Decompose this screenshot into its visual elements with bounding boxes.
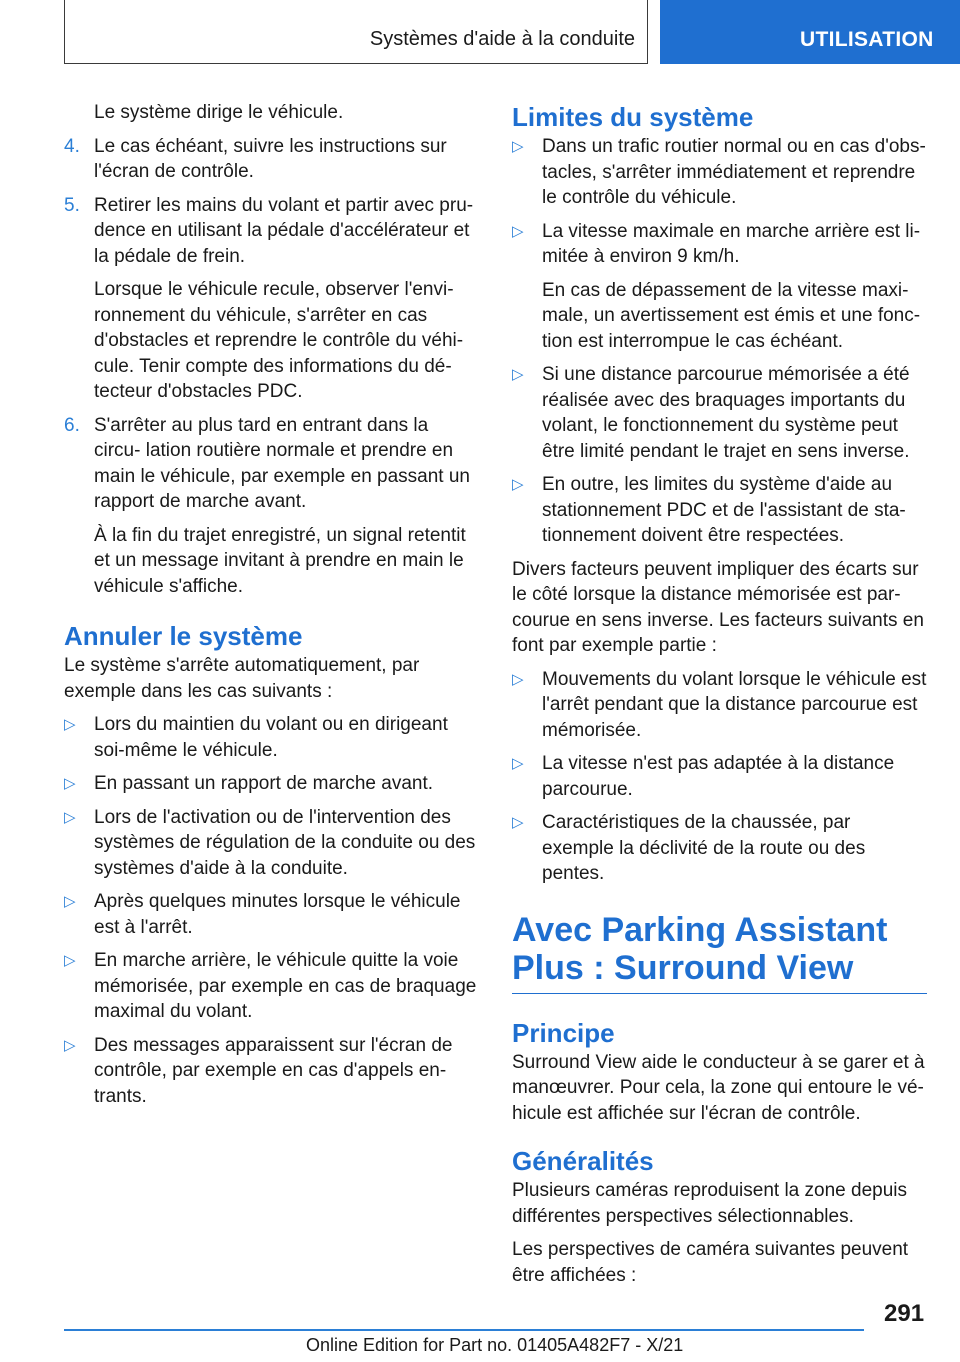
list-item-text: La vitesse maximale en marche arrière est li- mitée à environ 9 km/h. bbox=[542, 220, 921, 267]
paragraph: Le système s'arrête automatiquement, par exemple dans les cas suivants : bbox=[64, 655, 420, 702]
triangle-bullet-icon: ▷ bbox=[512, 476, 524, 493]
triangle-bullet-icon: ▷ bbox=[64, 775, 76, 792]
list-item bbox=[64, 1033, 479, 1110]
list-item bbox=[512, 667, 927, 744]
step-number: 5. bbox=[64, 194, 80, 216]
list-item bbox=[64, 771, 479, 797]
list-item bbox=[64, 948, 479, 1025]
paragraph: Divers facteurs peuvent impliquer des écarts sur le côté lorsque la distance mémorisée est par- courue en sens inverse. Les facteurs suivants en font par exemple partie : bbox=[512, 558, 924, 656]
step-text: S'arrêter au plus tard en entrant dans la circu- lation routière normale et prendre en main le véhicule, par exemple en passant un rapport de marche avant. bbox=[94, 414, 471, 512]
list-item bbox=[512, 751, 927, 802]
triangle-bullet-icon: ▷ bbox=[64, 952, 76, 969]
list-item-text: Lors de l'activation ou de l'intervention des systèmes de régulation de la conduite ou des systèmes d'aide à la conduite. bbox=[94, 806, 476, 879]
triangle-bullet-icon: ▷ bbox=[64, 716, 76, 733]
step-note: Lorsque le véhicule recule, observer l'envi- ronnement du véhicule, s'arrêter en cas d'obstacles et reprendre le contrôle du véhi- cule. Tenir compte des informations du dé- tecteur d'obstacles PDC. bbox=[94, 279, 464, 402]
left-column bbox=[64, 100, 479, 1117]
triangle-bullet-icon: ▷ bbox=[64, 893, 76, 910]
paragraph: Plusieurs caméras reproduisent la zone depuis différentes perspectives sélectionnables. bbox=[512, 1180, 907, 1227]
list-item bbox=[512, 219, 927, 270]
step-continuation: Le système dirige le véhicule. bbox=[94, 102, 344, 123]
triangle-bullet-icon: ▷ bbox=[64, 808, 76, 826]
list-item-text: Dans un trafic routier normal ou en cas d'obs- tacles, s'arrêter immédiatement et reprendre le contrôle du véhicule. bbox=[542, 136, 926, 208]
list-item bbox=[512, 810, 927, 887]
header-section-box bbox=[64, 0, 648, 64]
list-item-text: La vitesse n'est pas adaptée à la distance parcourue. bbox=[542, 753, 895, 800]
triangle-bullet-icon: ▷ bbox=[512, 222, 524, 240]
list-item bbox=[512, 472, 927, 549]
list-item-text: En marche arrière, le véhicule quitte la voie mémorisée, par exemple en cas de braquage maximal du volant. bbox=[94, 950, 477, 1022]
step-note: À la fin du trajet enregistré, un signal retentit et un message invitant à prendre en main le véhicule s'affiche. bbox=[94, 524, 466, 597]
section-heading-limits: Limites du système bbox=[512, 102, 754, 132]
header-chapter-label: UTILISATION bbox=[800, 28, 934, 51]
triangle-bullet-icon: ▷ bbox=[512, 814, 524, 831]
list-item bbox=[64, 889, 479, 940]
list-item-text: En outre, les limites du système d'aide au stationnement PDC et de l'assistant de sta- tionnement doivent être respectées. bbox=[542, 474, 906, 546]
paragraph: Les perspectives de caméra suivantes peuvent être affichées : bbox=[512, 1239, 909, 1286]
header-section-title: Systèmes d'aide à la conduite bbox=[369, 28, 635, 50]
triangle-bullet-icon: ▷ bbox=[512, 366, 524, 383]
list-item-text: Lors du maintien du volant ou en dirigeant soi-même le véhicule. bbox=[94, 714, 448, 761]
step-6 bbox=[64, 413, 479, 515]
list-item-text: Après quelques minutes lorsque le véhicule est à l'arrêt. bbox=[94, 891, 461, 938]
chapter-heading-block bbox=[512, 911, 927, 994]
list-item bbox=[512, 362, 927, 464]
step-number: 6. bbox=[64, 414, 80, 436]
paragraph: Surround View aide le conducteur à se garer et à manœuvrer. Pour cela, la zone qui entoure le vé- hicule est affichée sur l'écran de contrôle. bbox=[512, 1051, 925, 1124]
list-item-text: En passant un rapport de marche avant. bbox=[94, 773, 434, 794]
triangle-bullet-icon: ▷ bbox=[512, 755, 524, 772]
step-5 bbox=[64, 193, 479, 270]
header-chapter-tab bbox=[660, 0, 960, 64]
step-text: Le cas échéant, suivre les instructions sur l'écran de contrôle. bbox=[94, 135, 447, 182]
footer-divider bbox=[64, 1329, 864, 1331]
triangle-bullet-icon: ▷ bbox=[512, 670, 524, 688]
list-item bbox=[64, 712, 479, 763]
right-column bbox=[512, 100, 927, 1296]
chapter-heading: Avec Parking Assistant Plus : Surround View bbox=[512, 910, 888, 987]
footer-edition-text: Online Edition for Part no. 01405A482F7 - X/21 bbox=[306, 1335, 684, 1355]
step-number: 4. bbox=[64, 135, 80, 157]
list-item-text: Caractéristiques de la chaussée, par exemple la déclivité de la route ou des pentes. bbox=[542, 812, 866, 884]
triangle-bullet-icon: ▷ bbox=[64, 1036, 76, 1054]
section-heading-cancel: Annuler le système bbox=[64, 621, 303, 651]
section-heading-principle: Principe bbox=[512, 1017, 615, 1048]
list-item-text: Si une distance parcourue mémorisée a été réalisée avec des braquages importants du volant, le fonctionnement du système peut être limité pendant le trajet en sens inverse. bbox=[542, 364, 910, 462]
page-number: 291 bbox=[884, 1300, 925, 1327]
step-text: Retirer les mains du volant et partir avec pru- dence en utilisant la pédale d'accélérateur et la pédale de frein. bbox=[94, 194, 474, 267]
list-item-text: Mouvements du volant lorsque le véhicule est l'arrêt pendant que la distance parcourue est mémorisée. bbox=[542, 668, 927, 741]
triangle-bullet-icon: ▷ bbox=[512, 138, 524, 155]
section-heading-general: Généralités bbox=[512, 1146, 654, 1176]
list-item-note: En cas de dépassement de la vitesse maxi- male, un avertissement est émis et une fonc- tion est interrompue le cas échéant. bbox=[542, 279, 921, 352]
step-4 bbox=[64, 134, 479, 185]
list-item bbox=[512, 134, 927, 211]
list-item-text: Des messages apparaissent sur l'écran de contrôle, par exemple en cas d'appels en- trants. bbox=[94, 1034, 453, 1107]
list-item bbox=[64, 805, 479, 882]
